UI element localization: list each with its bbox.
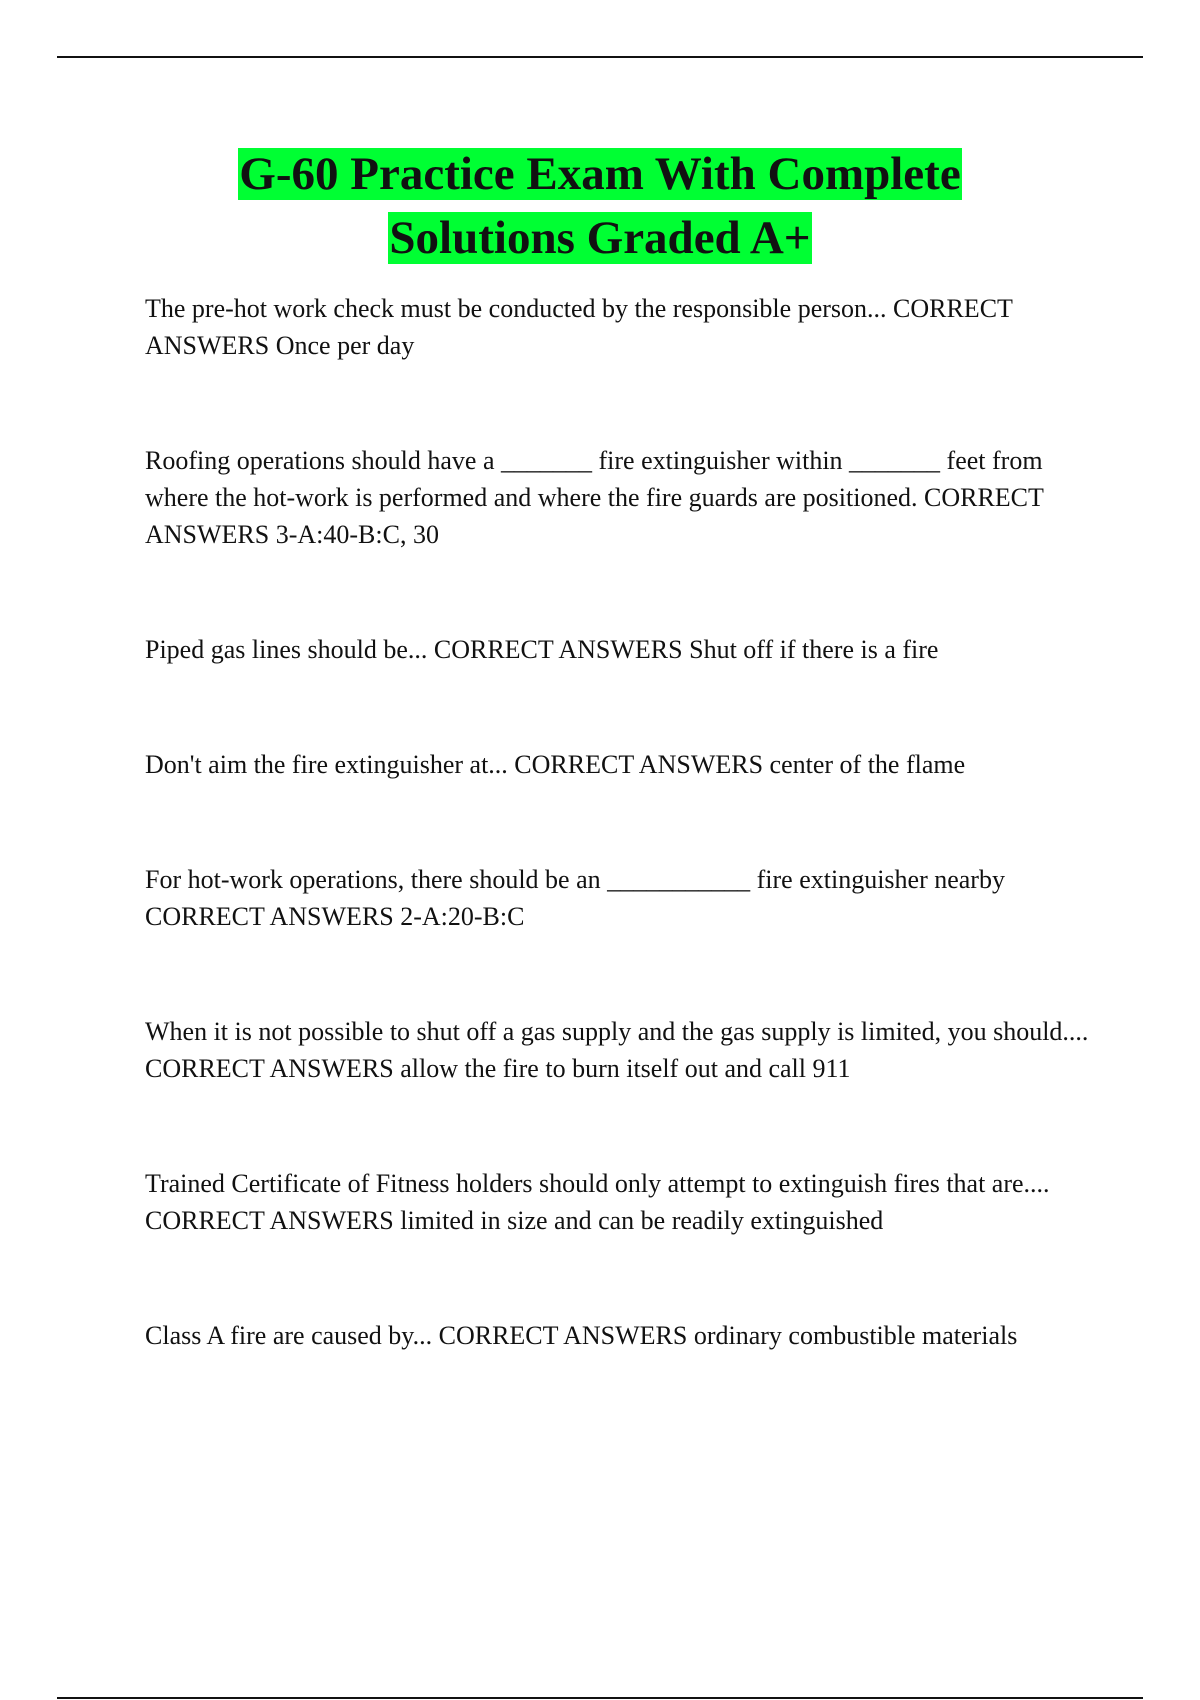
bottom-rule	[57, 1697, 1143, 1699]
question-list	[145, 290, 1100, 1354]
question-item-5: For hot-work operations, there should be an ___________ fire extinguisher nearby CORRECT ANSWERS 2-A:20-B:C	[145, 865, 1005, 931]
title-line-2: Solutions Graded A+	[389, 212, 811, 264]
page-title	[0, 142, 1200, 270]
question-item-8: Class A fire are caused by... CORRECT ANSWERS ordinary combustible materials	[145, 1321, 1018, 1350]
question-item-6: When it is not possible to shut off a gas supply and the gas supply is limited, you should.... CORRECT ANSWERS allow the fire to burn itself out and call 911	[145, 1017, 1089, 1083]
question-item-3: Piped gas lines should be... CORRECT ANSWERS Shut off if there is a fire	[145, 635, 939, 664]
question-item-4: Don't aim the fire extinguisher at... CORRECT ANSWERS center of the flame	[145, 750, 966, 779]
question-item-2: Roofing operations should have a _______ fire extinguisher within _______ feet from where the hot-work is performed and where the fire guards are positioned. CORRECT ANSWERS 3-A:40-B:C, 30	[145, 446, 1044, 549]
question-item-7: Trained Certificate of Fitness holders should only attempt to extinguish fires that are.... CORRECT ANSWERS limited in size and can be readily extinguished	[145, 1169, 1050, 1235]
question-item-1: The pre-hot work check must be conducted by the responsible person... CORRECT ANSWERS Once per day	[145, 294, 1013, 360]
title-line-1: G-60 Practice Exam With Complete	[239, 148, 961, 200]
top-rule	[57, 56, 1143, 58]
